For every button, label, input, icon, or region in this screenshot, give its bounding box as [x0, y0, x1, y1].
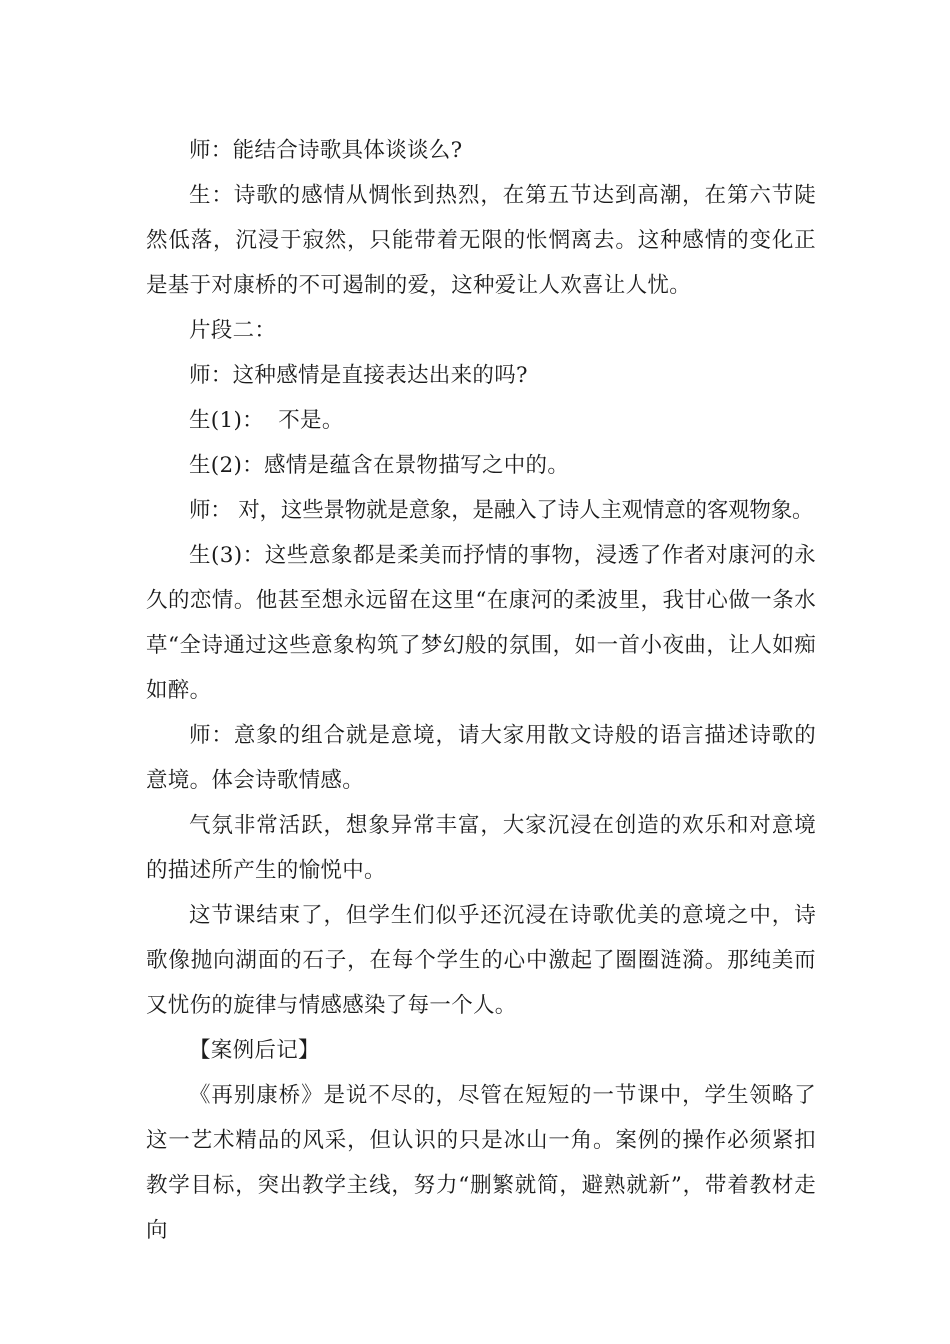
- narrative-paragraph: 气氛非常活跃，想象异常丰富，大家沉浸在创造的欢乐和对意境的描述所产生的愉悦中。: [146, 813, 816, 883]
- dialogue-paragraph: 师：能结合诗歌具体谈谈么?: [189, 138, 463, 163]
- document-body: [146, 128, 816, 1253]
- narrative-paragraph: 这节课结束了，但学生们似乎还沉浸在诗歌优美的意境之中，诗歌像抛向湖面的石子，在每个学生的心中激起了圈圈涟漪。那纯美而又忧伤的旋律与情感感染了每一个人。: [146, 903, 816, 1018]
- dialogue-paragraph: 师：这种感情是直接表达出来的吗?: [189, 363, 528, 388]
- dialogue-paragraph: 生(1)： 不是。: [189, 408, 344, 433]
- section-heading: 【案例后记】: [189, 1038, 320, 1063]
- section-heading: 片段二：: [189, 318, 277, 343]
- dialogue-paragraph: 生(2)：感情是蕴含在景物描写之中的。: [189, 453, 570, 478]
- dialogue-paragraph: 生：诗歌的感情从惆怅到热烈，在第五节达到高潮，在第六节陡然低落，沉浸于寂然，只能带着无限的怅惘离去。这种感情的变化正是基于对康桥的不可遏制的爱，这种爱让人欢喜让人忧。: [146, 183, 816, 298]
- narrative-paragraph: 《再别康桥》是说不尽的，尽管在短短的一节课中，学生领略了这一艺术精品的风采，但认识的只是冰山一角。案例的操作必须紧扣教学目标，突出教学主线，努力“删繁就简，避熟就新”，带着教材走向: [146, 1083, 816, 1243]
- dialogue-paragraph: 生(3)：这些意象都是柔美而抒情的事物，浸透了作者对康河的永久的恋情。他甚至想永远留在这里“在康河的柔波里，我甘心做一条水草“全诗通过这些意象构筑了梦幻般的氛围，如一首小夜曲，让人如痴如醉。: [146, 543, 816, 703]
- dialogue-paragraph: 师：意象的组合就是意境，请大家用散文诗般的语言描述诗歌的意境。体会诗歌情感。: [146, 723, 816, 793]
- dialogue-paragraph: 师： 对，这些景物就是意象，是融入了诗人主观情意的客观物象。: [189, 498, 814, 523]
